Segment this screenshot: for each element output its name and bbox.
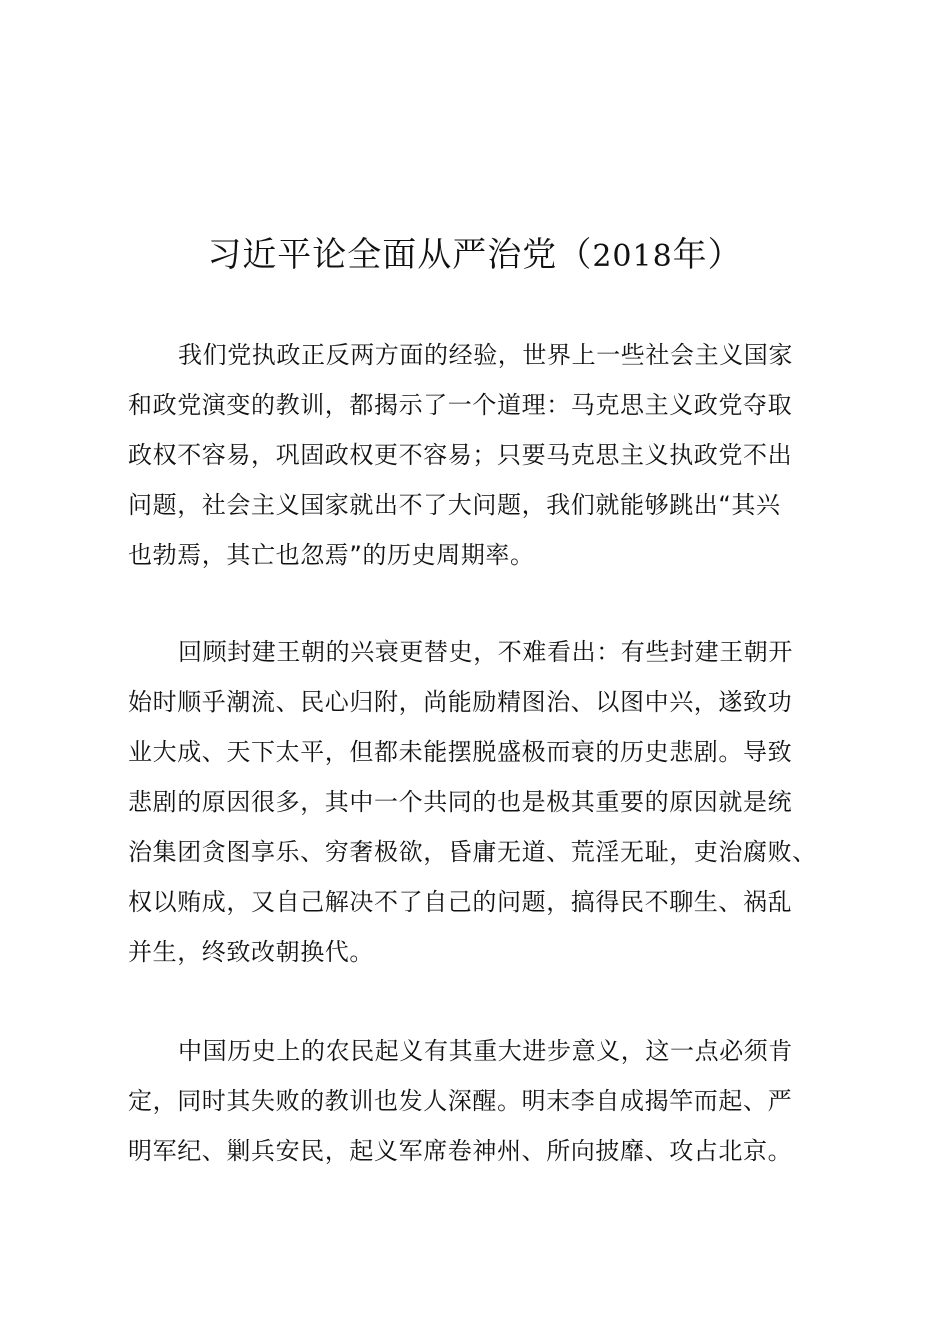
paragraph-line: 我们党执政正反两方面的经验，世界上一些社会主义国家 — [178, 341, 793, 369]
paragraph-line: 悲剧的原因很多，其中一个共同的也是极其重要的原因就是统 — [128, 788, 793, 816]
paragraph-line: 和政党演变的教训，都揭示了一个道理：马克思主义政党夺取 — [128, 391, 793, 419]
title-open-paren: （ — [557, 235, 593, 275]
paragraph-line: 也勃焉，其亡也忽焉”的历史周期率。 — [128, 541, 535, 569]
paragraph-line: 业大成、天下太平，但都未能摆脱盛极而衰的历史悲剧。导致 — [128, 738, 793, 766]
paragraph-2 — [128, 627, 828, 977]
title-year: 2018 — [592, 239, 673, 274]
title-main: 习近平论全面从严治党 — [207, 235, 558, 275]
paragraph-3 — [128, 1026, 828, 1176]
paragraph-line: 回顾封建王朝的兴衰更替史，不难看出：有些封建王朝开 — [178, 638, 793, 666]
paragraph-line: 始时顺乎潮流、民心归附，尚能励精图治、以图中兴，遂致功 — [128, 688, 793, 716]
paragraph-1 — [128, 330, 828, 580]
title-suffix: 年） — [672, 235, 743, 275]
paragraph-line: 治集团贪图享乐、穷奢极欲，昏庸无道、荒淫无耻，吏治腐败、 — [128, 838, 817, 866]
paragraph-line: 中国历史上的农民起义有其重大进步意义，这一点必须肯 — [178, 1037, 793, 1065]
paragraph-line: 政权不容易，巩固政权更不容易；只要马克思主义执政党不出 — [128, 441, 793, 469]
paragraph-line: 权以贿成，又自己解决不了自己的问题，搞得民不聊生、祸乱 — [128, 888, 793, 916]
paragraph-line: 问题，社会主义国家就出不了大问题，我们就能够跳出“其兴 — [128, 491, 781, 519]
paragraph-line: 并生，终致改朝换代。 — [128, 938, 374, 966]
document-title — [0, 232, 950, 280]
paragraph-line: 明军纪、剿兵安民，起义军席卷神州、所向披靡、攻占北京。 — [128, 1137, 793, 1165]
paragraph-line: 定，同时其失败的教训也发人深醒。明末李自成揭竿而起、严 — [128, 1087, 793, 1115]
